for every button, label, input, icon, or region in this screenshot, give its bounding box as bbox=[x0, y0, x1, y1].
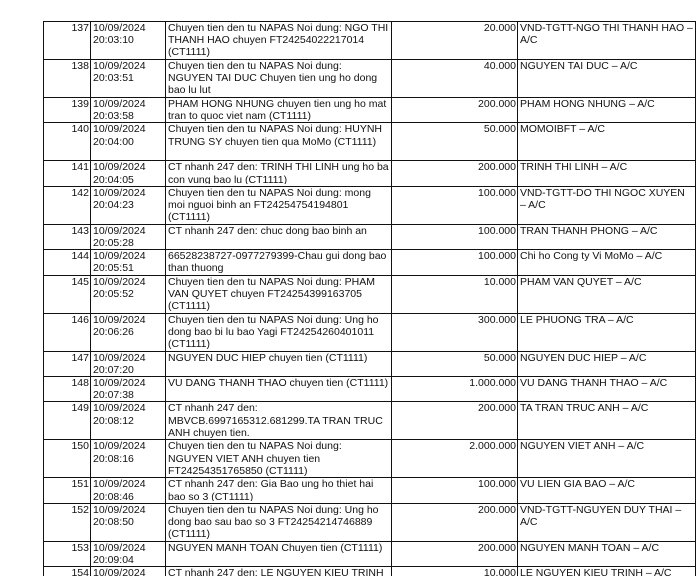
transaction-date: 10/09/2024 bbox=[93, 250, 146, 263]
transaction-time: 20:04:05 bbox=[93, 173, 134, 186]
amount-cell bbox=[392, 186, 518, 224]
transaction-date: 10/09/2024 bbox=[93, 567, 146, 576]
description-cell bbox=[166, 60, 392, 98]
datetime-cell bbox=[91, 275, 166, 313]
datetime-cell bbox=[91, 60, 166, 98]
table-row bbox=[44, 478, 696, 503]
description-cell bbox=[166, 22, 392, 60]
account-cell bbox=[518, 161, 696, 186]
row-number: 146 bbox=[71, 313, 89, 326]
transaction-date: 10/09/2024 bbox=[93, 98, 146, 110]
transaction-amount: 200.000 bbox=[478, 402, 516, 415]
description-cell bbox=[166, 351, 392, 376]
amount-cell bbox=[392, 275, 518, 313]
amount-cell bbox=[392, 351, 518, 376]
datetime-cell bbox=[91, 567, 166, 576]
amount-cell bbox=[392, 440, 518, 478]
account-name: LE NGUYEN KIEU TRINH – A/C bbox=[520, 567, 672, 576]
row-number-cell bbox=[44, 275, 91, 313]
row-number: 152 bbox=[71, 503, 89, 516]
transaction-date: 10/09/2024 bbox=[93, 440, 146, 453]
account-cell bbox=[518, 541, 696, 566]
transaction-table-body bbox=[44, 22, 696, 576]
row-number: 148 bbox=[71, 377, 89, 390]
account-cell bbox=[518, 478, 696, 503]
account-name: VND-TGTT-NGO THI THANH HAO – A/C bbox=[520, 22, 693, 47]
row-number-cell bbox=[44, 503, 91, 541]
transaction-description: Chuyen tien den tu NAPAS Noi dung: mong moi nguoi binh an FT24254754194801 (CT1111) bbox=[168, 186, 371, 224]
table-row bbox=[44, 250, 696, 275]
row-number: 153 bbox=[71, 541, 89, 554]
transaction-amount: 200.000 bbox=[478, 541, 516, 554]
transaction-description: Chuyen tien den tu NAPAS Noi dung: NGUYEN VIET ANH chuyen tien FT24254351765850 (CT1111) bbox=[168, 440, 342, 477]
row-number: 139 bbox=[71, 98, 89, 110]
transaction-date: 10/09/2024 bbox=[93, 402, 146, 415]
amount-cell bbox=[392, 224, 518, 249]
transaction-date: 10/09/2024 bbox=[93, 351, 146, 364]
account-name: PHAM VAN QUYET – A/C bbox=[520, 275, 642, 288]
transaction-amount: 300.000 bbox=[478, 313, 516, 326]
row-number-cell bbox=[44, 377, 91, 402]
row-number: 145 bbox=[71, 275, 89, 288]
transaction-amount: 1.000.000 bbox=[469, 377, 516, 390]
table-row bbox=[44, 567, 696, 576]
description-cell bbox=[166, 123, 392, 161]
table-row bbox=[44, 351, 696, 376]
description-cell bbox=[166, 275, 392, 313]
amount-cell bbox=[392, 123, 518, 161]
transaction-time: 20:08:16 bbox=[93, 452, 134, 465]
amount-cell bbox=[392, 313, 518, 351]
transaction-amount: 100.000 bbox=[478, 478, 516, 491]
datetime-cell bbox=[91, 186, 166, 224]
account-cell bbox=[518, 567, 696, 576]
account-name: VU DANG THANH THAO – A/C bbox=[520, 377, 668, 390]
row-number: 138 bbox=[71, 60, 89, 72]
row-number-cell bbox=[44, 351, 91, 376]
table-row bbox=[44, 313, 696, 351]
transaction-time: 20:06:26 bbox=[93, 325, 134, 338]
transaction-amount: 100.000 bbox=[478, 250, 516, 263]
account-name: MOMOIBFT – A/C bbox=[520, 123, 605, 136]
table-row bbox=[44, 186, 696, 224]
description-cell bbox=[166, 250, 392, 275]
transaction-amount: 10.000 bbox=[483, 567, 516, 576]
row-number-cell bbox=[44, 123, 91, 161]
amount-cell bbox=[392, 377, 518, 402]
amount-cell bbox=[392, 161, 518, 186]
transaction-description: CT nhanh 247 den: MBVCB.6997165312.681299.TA TRAN TRUC ANH chuyen tien. bbox=[168, 402, 383, 439]
description-cell bbox=[166, 313, 392, 351]
table-row bbox=[44, 22, 696, 60]
table-row bbox=[44, 224, 696, 249]
amount-cell bbox=[392, 402, 518, 440]
transaction-description: NGUYEN DUC HIEP chuyen tien (CT1111) bbox=[168, 351, 368, 364]
row-number-cell bbox=[44, 567, 91, 576]
transaction-description: CT nhanh 247 den: TRINH THI LINH ung ho ba con vung bao lu (CT1111) bbox=[168, 161, 389, 185]
transaction-time: 20:05:52 bbox=[93, 287, 134, 300]
transaction-amount: 200.000 bbox=[478, 161, 516, 174]
account-cell bbox=[518, 275, 696, 313]
account-name: TRAN THANH PHONG – A/C bbox=[520, 224, 658, 237]
account-name: TRINH THI LINH – A/C bbox=[520, 161, 628, 174]
table-row bbox=[44, 98, 696, 123]
transaction-description: VU DANG THANH THAO chuyen tien (CT1111) bbox=[168, 377, 389, 390]
account-name: NGUYEN MANH TOAN – A/C bbox=[520, 541, 660, 554]
account-cell bbox=[518, 402, 696, 440]
account-name: TA TRAN TRUC ANH – A/C bbox=[520, 402, 649, 415]
account-cell bbox=[518, 123, 696, 161]
account-name: NGUYEN VIET ANH – A/C bbox=[520, 440, 645, 453]
transaction-table bbox=[43, 21, 696, 576]
description-cell bbox=[166, 440, 392, 478]
transaction-time: 20:03:10 bbox=[93, 34, 134, 47]
account-cell bbox=[518, 313, 696, 351]
row-number-cell bbox=[44, 186, 91, 224]
row-number: 141 bbox=[71, 161, 89, 174]
table-row bbox=[44, 402, 696, 440]
amount-cell bbox=[392, 60, 518, 98]
account-cell bbox=[518, 250, 696, 275]
row-number-cell bbox=[44, 161, 91, 186]
table-row bbox=[44, 60, 696, 98]
datetime-cell bbox=[91, 478, 166, 503]
transaction-time: 20:03:51 bbox=[93, 72, 134, 85]
transaction-date: 10/09/2024 bbox=[93, 313, 146, 326]
transaction-time: 20:04:00 bbox=[93, 135, 134, 148]
datetime-cell bbox=[91, 161, 166, 186]
amount-cell bbox=[392, 250, 518, 275]
transaction-date: 10/09/2024 bbox=[93, 541, 146, 554]
transaction-date: 10/09/2024 bbox=[93, 377, 146, 390]
description-cell bbox=[166, 541, 392, 566]
transaction-date: 10/09/2024 bbox=[93, 22, 146, 34]
transaction-description: Chuyen tien den tu NAPAS Noi dung: PHAM VAN QUYET chuyen FT24254399163705 (CT1111) bbox=[168, 275, 376, 313]
transaction-amount: 200.000 bbox=[478, 503, 516, 516]
account-name: VND-TGTT-NGUYEN DUY THAI – A/C bbox=[520, 503, 682, 529]
transaction-description: CT nhanh 247 den: LE NGUYEN KIEU TRINH bbox=[168, 567, 384, 576]
transaction-description: Chuyen tien den tu NAPAS Noi dung: NGO THI THANH HAO chuyen FT24254022217014 (CT1111) bbox=[168, 22, 389, 59]
transaction-amount: 40.000 bbox=[483, 60, 516, 72]
transaction-date: 10/09/2024 bbox=[93, 161, 146, 174]
transaction-time: 20:05:28 bbox=[93, 237, 134, 250]
transaction-time: 20:08:50 bbox=[93, 516, 134, 529]
row-number-cell bbox=[44, 440, 91, 478]
transaction-amount: 100.000 bbox=[478, 224, 516, 237]
row-number-cell bbox=[44, 60, 91, 98]
transaction-date: 10/09/2024 bbox=[93, 478, 146, 491]
description-cell bbox=[166, 478, 392, 503]
row-number-cell bbox=[44, 98, 91, 123]
transaction-date: 10/09/2024 bbox=[93, 60, 146, 72]
row-number-cell bbox=[44, 250, 91, 275]
datetime-cell bbox=[91, 22, 166, 60]
row-number-cell bbox=[44, 541, 91, 566]
account-cell bbox=[518, 377, 696, 402]
table-row bbox=[44, 503, 696, 541]
row-number: 143 bbox=[71, 224, 89, 237]
amount-cell bbox=[392, 22, 518, 60]
table-row bbox=[44, 377, 696, 402]
description-cell bbox=[166, 402, 392, 440]
table-row bbox=[44, 440, 696, 478]
transaction-description: Chuyen tien den tu NAPAS Noi dung: Ung ho dong bao sau bao so 3 FT24254214746889 (CT1111) bbox=[168, 503, 379, 541]
row-number: 147 bbox=[71, 351, 89, 364]
amount-cell bbox=[392, 478, 518, 503]
datetime-cell bbox=[91, 351, 166, 376]
transaction-time: 20:08:46 bbox=[93, 490, 134, 503]
account-cell bbox=[518, 60, 696, 98]
transaction-description: CT nhanh 247 den: Gia Bao ung ho thiet hai bao so 3 (CT1111) bbox=[168, 478, 374, 502]
row-number-cell bbox=[44, 478, 91, 503]
account-name: VND-TGTT-DO THI NGOC XUYEN – A/C bbox=[520, 186, 685, 212]
transaction-description: CT nhanh 247 den: chuc dong bao binh an bbox=[168, 224, 367, 237]
transaction-time: 20:05:51 bbox=[93, 262, 134, 275]
amount-cell bbox=[392, 503, 518, 541]
row-number-cell bbox=[44, 224, 91, 249]
transaction-time: 20:03:58 bbox=[93, 110, 134, 123]
transaction-date: 10/09/2024 bbox=[93, 186, 146, 199]
row-number-cell bbox=[44, 22, 91, 60]
table-row bbox=[44, 123, 696, 161]
account-cell bbox=[518, 22, 696, 60]
account-cell bbox=[518, 503, 696, 541]
account-cell bbox=[518, 351, 696, 376]
transaction-amount: 20.000 bbox=[483, 22, 516, 34]
description-cell bbox=[166, 567, 392, 576]
transaction-time: 20:09:04 bbox=[93, 554, 134, 567]
row-number: 150 bbox=[71, 440, 89, 453]
transaction-amount: 50.000 bbox=[483, 123, 516, 136]
transaction-amount: 2.000.000 bbox=[469, 440, 516, 453]
account-name: VU LIEN GIA BAO – A/C bbox=[520, 478, 635, 491]
transaction-time: 20:07:38 bbox=[93, 389, 134, 402]
account-name: NGUYEN TAI DUC – A/C bbox=[520, 60, 638, 72]
transaction-description: Chuyen tien den tu NAPAS Noi dung: NGUYEN TAI DUC Chuyen tien ung ho dong bao lu lut bbox=[168, 60, 378, 97]
row-number: 137 bbox=[71, 22, 89, 34]
account-name: LE PHUONG TRA – A/C bbox=[520, 313, 634, 326]
transaction-time: 20:07:20 bbox=[93, 363, 134, 376]
account-name: Chi ho Cong ty Vi MoMo – A/C bbox=[520, 250, 663, 263]
row-number: 149 bbox=[71, 402, 89, 415]
datetime-cell bbox=[91, 224, 166, 249]
transaction-date: 10/09/2024 bbox=[93, 503, 146, 516]
transaction-amount: 50.000 bbox=[483, 351, 516, 364]
datetime-cell bbox=[91, 402, 166, 440]
table-row bbox=[44, 541, 696, 566]
transaction-description: Chuyen tien den tu NAPAS Noi dung: HUYNH TRUNG SY chuyen tien qua MoMo (CT1111) bbox=[168, 123, 382, 148]
datetime-cell bbox=[91, 377, 166, 402]
transaction-amount: 100.000 bbox=[478, 186, 516, 199]
row-number: 140 bbox=[71, 123, 89, 136]
transaction-date: 10/09/2024 bbox=[93, 123, 146, 136]
datetime-cell bbox=[91, 503, 166, 541]
table-row bbox=[44, 275, 696, 313]
datetime-cell bbox=[91, 98, 166, 123]
row-number: 142 bbox=[71, 186, 89, 199]
table-row bbox=[44, 161, 696, 186]
datetime-cell bbox=[91, 250, 166, 275]
description-cell bbox=[166, 98, 392, 123]
transaction-amount: 10.000 bbox=[483, 275, 516, 288]
description-cell bbox=[166, 161, 392, 186]
transaction-description: PHAM HONG NHUNG chuyen tien ung ho mat tran to quoc viet nam (CT1111) bbox=[168, 98, 387, 121]
datetime-cell bbox=[91, 123, 166, 161]
row-number-cell bbox=[44, 402, 91, 440]
amount-cell bbox=[392, 567, 518, 576]
account-cell bbox=[518, 440, 696, 478]
transaction-time: 20:04:23 bbox=[93, 199, 134, 212]
transaction-date: 10/09/2024 bbox=[93, 275, 146, 288]
transaction-time: 20:08:12 bbox=[93, 414, 134, 427]
row-number-cell bbox=[44, 313, 91, 351]
datetime-cell bbox=[91, 541, 166, 566]
row-number: 151 bbox=[71, 478, 89, 491]
transaction-description: NGUYEN MANH TOAN Chuyen tien (CT1111) bbox=[168, 541, 383, 554]
transaction-date: 10/09/2024 bbox=[93, 224, 146, 237]
description-cell bbox=[166, 186, 392, 224]
description-cell bbox=[166, 503, 392, 541]
transaction-amount: 200.000 bbox=[478, 98, 516, 110]
transaction-description: Chuyen tien den tu NAPAS Noi dung: Ung ho dong bao bi lu bao Yagi FT24254260401011 (CT1111) bbox=[168, 313, 379, 351]
row-number: 154 bbox=[71, 567, 89, 576]
account-cell bbox=[518, 224, 696, 249]
row-number: 144 bbox=[71, 250, 89, 263]
account-name: NGUYEN DUC HIEP – A/C bbox=[520, 351, 647, 364]
amount-cell bbox=[392, 98, 518, 123]
amount-cell bbox=[392, 541, 518, 566]
account-cell bbox=[518, 186, 696, 224]
account-cell bbox=[518, 98, 696, 123]
datetime-cell bbox=[91, 440, 166, 478]
datetime-cell bbox=[91, 313, 166, 351]
description-cell bbox=[166, 377, 392, 402]
transaction-description: 66528238727-0977279399-Chau gui dong bao than thuong bbox=[168, 250, 387, 274]
account-name: PHAM HONG NHUNG – A/C bbox=[520, 98, 655, 110]
description-cell bbox=[166, 224, 392, 249]
